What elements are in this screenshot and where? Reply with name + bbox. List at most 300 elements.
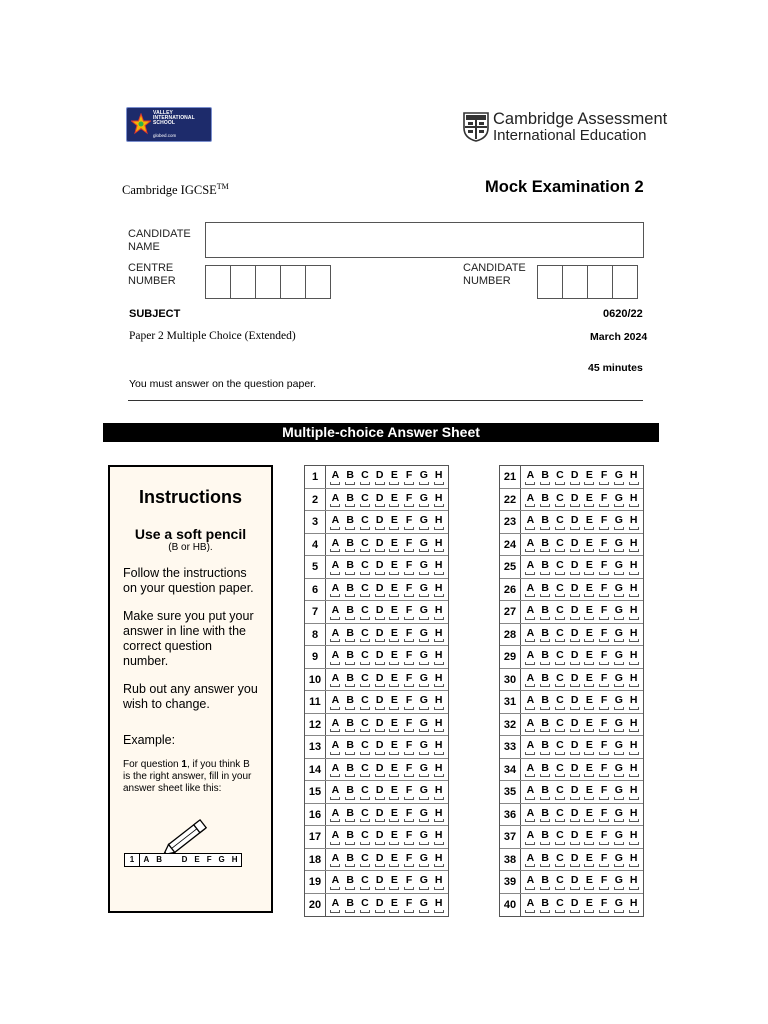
answer-option-e[interactable]: E: [583, 714, 595, 736]
answer-option-g[interactable]: G: [613, 556, 625, 578]
answer-option-h[interactable]: H: [433, 646, 445, 668]
answer-option-e[interactable]: E: [583, 624, 595, 646]
answer-option-g[interactable]: G: [418, 601, 430, 623]
answer-option-g[interactable]: G: [418, 624, 430, 646]
answer-option-b[interactable]: B: [539, 601, 551, 623]
answer-option-h[interactable]: H: [628, 489, 640, 511]
answer-option-b[interactable]: B: [539, 894, 551, 917]
answer-option-g[interactable]: G: [418, 511, 430, 533]
answer-option-b[interactable]: B: [344, 871, 356, 893]
answer-option-h[interactable]: H: [628, 736, 640, 758]
answer-option-h[interactable]: H: [628, 669, 640, 691]
answer-option-a[interactable]: A: [524, 759, 536, 781]
answer-option-e[interactable]: E: [388, 624, 400, 646]
answer-option-g[interactable]: G: [418, 669, 430, 691]
answer-option-g[interactable]: G: [418, 691, 430, 713]
answer-option-e[interactable]: E: [388, 691, 400, 713]
answer-option-c[interactable]: C: [554, 646, 566, 668]
answer-option-a[interactable]: A: [329, 489, 341, 511]
answer-option-e[interactable]: E: [388, 804, 400, 826]
answer-option-c[interactable]: C: [359, 894, 371, 917]
answer-option-f[interactable]: F: [403, 601, 415, 623]
answer-option-e[interactable]: E: [388, 894, 400, 917]
answer-option-b[interactable]: B: [539, 489, 551, 511]
answer-option-d[interactable]: D: [569, 781, 581, 803]
answer-option-h[interactable]: H: [433, 511, 445, 533]
answer-option-b[interactable]: B: [539, 759, 551, 781]
answer-option-b[interactable]: B: [539, 669, 551, 691]
answer-option-g[interactable]: G: [418, 871, 430, 893]
answer-option-f[interactable]: F: [598, 871, 610, 893]
answer-option-a[interactable]: A: [329, 714, 341, 736]
answer-option-c[interactable]: C: [359, 736, 371, 758]
answer-option-f[interactable]: F: [403, 781, 415, 803]
answer-option-h[interactable]: H: [628, 826, 640, 848]
answer-option-f[interactable]: F: [403, 849, 415, 871]
answer-option-e[interactable]: E: [583, 736, 595, 758]
answer-option-h[interactable]: H: [433, 579, 445, 601]
answer-option-a[interactable]: A: [329, 804, 341, 826]
answer-option-c[interactable]: C: [554, 511, 566, 533]
answer-option-d[interactable]: D: [569, 714, 581, 736]
answer-option-e[interactable]: E: [583, 871, 595, 893]
answer-option-b[interactable]: B: [344, 691, 356, 713]
answer-option-f[interactable]: F: [403, 871, 415, 893]
answer-option-d[interactable]: D: [374, 759, 386, 781]
answer-option-c[interactable]: C: [554, 669, 566, 691]
answer-option-b[interactable]: B: [539, 534, 551, 556]
answer-option-d[interactable]: D: [374, 579, 386, 601]
answer-option-c[interactable]: C: [554, 579, 566, 601]
answer-option-h[interactable]: H: [628, 534, 640, 556]
answer-option-c[interactable]: C: [359, 489, 371, 511]
answer-option-a[interactable]: A: [329, 736, 341, 758]
answer-option-d[interactable]: D: [374, 511, 386, 533]
answer-option-f[interactable]: F: [403, 759, 415, 781]
answer-option-e[interactable]: E: [583, 849, 595, 871]
answer-option-d[interactable]: D: [569, 759, 581, 781]
answer-option-c[interactable]: C: [554, 624, 566, 646]
answer-option-c[interactable]: C: [554, 804, 566, 826]
answer-option-b[interactable]: B: [344, 601, 356, 623]
answer-option-b[interactable]: B: [539, 624, 551, 646]
answer-option-a[interactable]: A: [329, 556, 341, 578]
answer-option-h[interactable]: H: [433, 691, 445, 713]
answer-option-c[interactable]: C: [554, 781, 566, 803]
answer-option-c[interactable]: C: [554, 691, 566, 713]
answer-option-a[interactable]: A: [329, 781, 341, 803]
answer-option-g[interactable]: G: [418, 646, 430, 668]
answer-option-b[interactable]: B: [539, 691, 551, 713]
answer-option-d[interactable]: D: [569, 826, 581, 848]
answer-option-e[interactable]: E: [583, 759, 595, 781]
answer-option-f[interactable]: F: [598, 534, 610, 556]
answer-option-a[interactable]: A: [524, 871, 536, 893]
answer-option-b[interactable]: B: [539, 804, 551, 826]
centre-number-cell[interactable]: [280, 265, 306, 299]
answer-option-c[interactable]: C: [359, 781, 371, 803]
answer-option-a[interactable]: A: [329, 534, 341, 556]
answer-option-e[interactable]: E: [583, 646, 595, 668]
answer-option-d[interactable]: D: [569, 849, 581, 871]
answer-option-e[interactable]: E: [388, 826, 400, 848]
answer-option-e[interactable]: E: [583, 691, 595, 713]
answer-option-d[interactable]: D: [569, 511, 581, 533]
answer-option-c[interactable]: C: [554, 849, 566, 871]
answer-option-c[interactable]: C: [359, 871, 371, 893]
answer-option-a[interactable]: A: [524, 669, 536, 691]
answer-option-d[interactable]: D: [374, 804, 386, 826]
answer-option-g[interactable]: G: [613, 691, 625, 713]
answer-option-e[interactable]: E: [583, 804, 595, 826]
answer-option-h[interactable]: H: [433, 624, 445, 646]
answer-option-h[interactable]: H: [628, 646, 640, 668]
answer-option-b[interactable]: B: [344, 781, 356, 803]
answer-option-e[interactable]: E: [583, 534, 595, 556]
answer-option-h[interactable]: H: [628, 624, 640, 646]
answer-option-g[interactable]: G: [613, 646, 625, 668]
answer-option-f[interactable]: F: [403, 691, 415, 713]
answer-option-h[interactable]: H: [433, 849, 445, 871]
answer-option-e[interactable]: E: [388, 511, 400, 533]
answer-option-d[interactable]: D: [374, 736, 386, 758]
answer-option-h[interactable]: H: [628, 691, 640, 713]
answer-option-f[interactable]: F: [403, 466, 415, 488]
answer-option-a[interactable]: A: [524, 556, 536, 578]
answer-option-a[interactable]: A: [329, 849, 341, 871]
answer-option-d[interactable]: D: [374, 691, 386, 713]
answer-option-d[interactable]: D: [374, 871, 386, 893]
answer-option-e[interactable]: E: [583, 556, 595, 578]
answer-option-g[interactable]: G: [613, 871, 625, 893]
answer-option-e[interactable]: E: [388, 781, 400, 803]
answer-option-d[interactable]: D: [569, 579, 581, 601]
answer-option-e[interactable]: E: [583, 579, 595, 601]
answer-option-a[interactable]: A: [524, 894, 536, 917]
answer-option-e[interactable]: E: [583, 894, 595, 917]
answer-option-a[interactable]: A: [524, 646, 536, 668]
answer-option-b[interactable]: B: [344, 826, 356, 848]
answer-option-b[interactable]: B: [344, 894, 356, 917]
answer-option-a[interactable]: A: [524, 579, 536, 601]
answer-option-b[interactable]: B: [539, 781, 551, 803]
answer-option-g[interactable]: G: [613, 804, 625, 826]
answer-option-d[interactable]: D: [374, 624, 386, 646]
answer-option-a[interactable]: A: [524, 466, 536, 488]
answer-option-e[interactable]: E: [583, 489, 595, 511]
answer-option-e[interactable]: E: [388, 759, 400, 781]
answer-option-f[interactable]: F: [598, 646, 610, 668]
answer-option-h[interactable]: H: [433, 489, 445, 511]
answer-option-a[interactable]: A: [329, 669, 341, 691]
answer-option-b[interactable]: B: [344, 714, 356, 736]
answer-option-a[interactable]: A: [524, 804, 536, 826]
answer-option-c[interactable]: C: [554, 534, 566, 556]
answer-option-e[interactable]: E: [388, 714, 400, 736]
answer-option-b[interactable]: B: [344, 669, 356, 691]
answer-option-f[interactable]: F: [598, 894, 610, 917]
answer-option-g[interactable]: G: [613, 849, 625, 871]
centre-number-cell[interactable]: [230, 265, 256, 299]
answer-option-a[interactable]: A: [524, 781, 536, 803]
answer-option-h[interactable]: H: [433, 781, 445, 803]
answer-option-d[interactable]: D: [374, 466, 386, 488]
answer-option-f[interactable]: F: [403, 579, 415, 601]
answer-option-g[interactable]: G: [613, 714, 625, 736]
answer-option-b[interactable]: B: [539, 466, 551, 488]
answer-option-d[interactable]: D: [374, 534, 386, 556]
answer-option-b[interactable]: B: [344, 579, 356, 601]
answer-option-h[interactable]: H: [433, 714, 445, 736]
answer-option-f[interactable]: F: [598, 849, 610, 871]
answer-option-b[interactable]: B: [344, 849, 356, 871]
answer-option-f[interactable]: F: [598, 669, 610, 691]
answer-option-f[interactable]: F: [598, 804, 610, 826]
answer-option-b[interactable]: B: [344, 534, 356, 556]
answer-option-a[interactable]: A: [329, 579, 341, 601]
answer-option-f[interactable]: F: [598, 781, 610, 803]
answer-option-c[interactable]: C: [359, 579, 371, 601]
answer-option-c[interactable]: C: [554, 894, 566, 917]
answer-option-a[interactable]: A: [329, 601, 341, 623]
answer-option-h[interactable]: H: [628, 804, 640, 826]
answer-option-d[interactable]: D: [569, 646, 581, 668]
answer-option-d[interactable]: D: [569, 691, 581, 713]
answer-option-b[interactable]: B: [344, 759, 356, 781]
answer-option-e[interactable]: E: [388, 579, 400, 601]
answer-option-h[interactable]: H: [628, 759, 640, 781]
answer-option-e[interactable]: E: [388, 646, 400, 668]
answer-option-g[interactable]: G: [613, 579, 625, 601]
answer-option-f[interactable]: F: [403, 624, 415, 646]
answer-option-a[interactable]: A: [329, 511, 341, 533]
answer-option-e[interactable]: E: [388, 601, 400, 623]
answer-option-g[interactable]: G: [418, 489, 430, 511]
answer-option-c[interactable]: C: [554, 826, 566, 848]
answer-option-d[interactable]: D: [374, 826, 386, 848]
answer-option-a[interactable]: A: [524, 736, 536, 758]
answer-option-e[interactable]: E: [388, 466, 400, 488]
answer-option-b[interactable]: B: [344, 556, 356, 578]
answer-option-b[interactable]: B: [344, 489, 356, 511]
answer-option-c[interactable]: C: [554, 556, 566, 578]
answer-option-e[interactable]: E: [583, 781, 595, 803]
answer-option-d[interactable]: D: [374, 894, 386, 917]
answer-option-a[interactable]: A: [329, 646, 341, 668]
answer-option-b[interactable]: B: [344, 624, 356, 646]
answer-option-b[interactable]: B: [344, 646, 356, 668]
answer-option-b[interactable]: B: [539, 646, 551, 668]
answer-option-e[interactable]: E: [388, 669, 400, 691]
answer-option-e[interactable]: E: [388, 871, 400, 893]
answer-option-d[interactable]: D: [569, 624, 581, 646]
answer-option-d[interactable]: D: [569, 736, 581, 758]
centre-number-cell[interactable]: [255, 265, 281, 299]
answer-option-h[interactable]: H: [628, 714, 640, 736]
answer-option-a[interactable]: A: [329, 691, 341, 713]
answer-option-c[interactable]: C: [359, 534, 371, 556]
answer-option-f[interactable]: F: [403, 489, 415, 511]
answer-option-h[interactable]: H: [433, 871, 445, 893]
answer-option-a[interactable]: A: [329, 871, 341, 893]
answer-option-h[interactable]: H: [433, 601, 445, 623]
answer-option-d[interactable]: D: [374, 489, 386, 511]
answer-option-d[interactable]: D: [374, 714, 386, 736]
answer-option-f[interactable]: F: [403, 646, 415, 668]
answer-option-c[interactable]: C: [359, 601, 371, 623]
answer-option-a[interactable]: A: [329, 624, 341, 646]
answer-option-h[interactable]: H: [433, 736, 445, 758]
answer-option-f[interactable]: F: [598, 556, 610, 578]
answer-option-g[interactable]: G: [418, 736, 430, 758]
answer-option-h[interactable]: H: [628, 601, 640, 623]
answer-option-d[interactable]: D: [374, 669, 386, 691]
answer-option-c[interactable]: C: [359, 511, 371, 533]
answer-option-a[interactable]: A: [524, 826, 536, 848]
answer-option-e[interactable]: E: [388, 849, 400, 871]
answer-option-e[interactable]: E: [583, 826, 595, 848]
answer-option-h[interactable]: H: [628, 894, 640, 917]
candidate-number-field[interactable]: [537, 265, 638, 299]
answer-option-g[interactable]: G: [418, 556, 430, 578]
answer-option-h[interactable]: H: [628, 849, 640, 871]
answer-option-g[interactable]: G: [613, 511, 625, 533]
answer-option-f[interactable]: F: [598, 714, 610, 736]
answer-option-h[interactable]: H: [628, 466, 640, 488]
answer-option-g[interactable]: G: [418, 804, 430, 826]
answer-option-g[interactable]: G: [418, 534, 430, 556]
answer-option-h[interactable]: H: [433, 759, 445, 781]
answer-option-g[interactable]: G: [418, 849, 430, 871]
answer-option-a[interactable]: A: [524, 691, 536, 713]
answer-option-h[interactable]: H: [433, 894, 445, 917]
answer-option-d[interactable]: D: [374, 781, 386, 803]
answer-option-c[interactable]: C: [359, 759, 371, 781]
answer-option-a[interactable]: A: [329, 826, 341, 848]
answer-option-c[interactable]: C: [359, 826, 371, 848]
answer-option-d[interactable]: D: [569, 466, 581, 488]
answer-option-h[interactable]: H: [433, 826, 445, 848]
answer-option-g[interactable]: G: [613, 534, 625, 556]
answer-option-b[interactable]: B: [344, 466, 356, 488]
answer-option-d[interactable]: D: [569, 669, 581, 691]
answer-option-b[interactable]: B: [344, 804, 356, 826]
answer-option-g[interactable]: G: [613, 669, 625, 691]
answer-option-c[interactable]: C: [554, 871, 566, 893]
answer-option-b[interactable]: B: [539, 714, 551, 736]
answer-option-c[interactable]: C: [359, 556, 371, 578]
answer-option-h[interactable]: H: [433, 466, 445, 488]
answer-option-e[interactable]: E: [388, 736, 400, 758]
candidate-name-field[interactable]: [205, 222, 644, 258]
answer-option-f[interactable]: F: [598, 759, 610, 781]
answer-option-h[interactable]: H: [628, 871, 640, 893]
answer-option-g[interactable]: G: [418, 781, 430, 803]
answer-option-g[interactable]: G: [418, 466, 430, 488]
answer-option-c[interactable]: C: [554, 759, 566, 781]
answer-option-f[interactable]: F: [403, 894, 415, 917]
answer-option-b[interactable]: B: [344, 736, 356, 758]
answer-option-a[interactable]: A: [524, 624, 536, 646]
centre-number-field[interactable]: [205, 265, 331, 299]
answer-option-e[interactable]: E: [388, 489, 400, 511]
answer-option-f[interactable]: F: [403, 556, 415, 578]
answer-option-d[interactable]: D: [569, 534, 581, 556]
answer-option-h[interactable]: H: [628, 781, 640, 803]
answer-option-h[interactable]: H: [628, 511, 640, 533]
candidate-number-cell[interactable]: [587, 265, 613, 299]
answer-option-c[interactable]: C: [359, 849, 371, 871]
answer-option-b[interactable]: B: [539, 511, 551, 533]
centre-number-cell[interactable]: [205, 265, 231, 299]
answer-option-b[interactable]: B: [539, 736, 551, 758]
answer-option-g[interactable]: G: [613, 759, 625, 781]
answer-option-h[interactable]: H: [628, 579, 640, 601]
answer-option-e[interactable]: E: [583, 511, 595, 533]
answer-option-d[interactable]: D: [569, 871, 581, 893]
answer-option-g[interactable]: G: [613, 781, 625, 803]
answer-option-g[interactable]: G: [613, 736, 625, 758]
answer-option-c[interactable]: C: [359, 714, 371, 736]
answer-option-a[interactable]: A: [524, 511, 536, 533]
centre-number-cell[interactable]: [305, 265, 331, 299]
answer-option-h[interactable]: H: [433, 556, 445, 578]
answer-option-g[interactable]: G: [418, 714, 430, 736]
answer-option-e[interactable]: E: [583, 601, 595, 623]
answer-option-a[interactable]: A: [329, 894, 341, 917]
answer-option-f[interactable]: F: [598, 691, 610, 713]
answer-option-g[interactable]: G: [613, 894, 625, 917]
answer-option-d[interactable]: D: [374, 601, 386, 623]
answer-option-c[interactable]: C: [359, 669, 371, 691]
answer-option-g[interactable]: G: [613, 601, 625, 623]
answer-option-d[interactable]: D: [569, 894, 581, 917]
answer-option-f[interactable]: F: [598, 489, 610, 511]
answer-option-h[interactable]: H: [433, 804, 445, 826]
answer-option-e[interactable]: E: [388, 534, 400, 556]
answer-option-c[interactable]: C: [359, 646, 371, 668]
answer-option-g[interactable]: G: [418, 579, 430, 601]
answer-option-g[interactable]: G: [613, 489, 625, 511]
candidate-number-cell[interactable]: [537, 265, 563, 299]
answer-option-f[interactable]: F: [598, 736, 610, 758]
answer-option-c[interactable]: C: [359, 691, 371, 713]
answer-option-c[interactable]: C: [554, 736, 566, 758]
answer-option-f[interactable]: F: [598, 579, 610, 601]
answer-option-f[interactable]: F: [403, 511, 415, 533]
answer-option-a[interactable]: A: [524, 601, 536, 623]
answer-option-g[interactable]: G: [613, 466, 625, 488]
answer-option-a[interactable]: A: [524, 534, 536, 556]
answer-option-a[interactable]: A: [524, 489, 536, 511]
candidate-number-cell[interactable]: [562, 265, 588, 299]
answer-option-h[interactable]: H: [433, 669, 445, 691]
answer-option-f[interactable]: F: [598, 624, 610, 646]
answer-option-d[interactable]: D: [569, 804, 581, 826]
answer-option-g[interactable]: G: [418, 759, 430, 781]
answer-option-c[interactable]: C: [359, 804, 371, 826]
answer-option-b[interactable]: B: [539, 556, 551, 578]
answer-option-c[interactable]: C: [554, 466, 566, 488]
answer-option-c[interactable]: C: [554, 489, 566, 511]
answer-option-a[interactable]: A: [524, 849, 536, 871]
answer-option-g[interactable]: G: [418, 894, 430, 917]
answer-option-c[interactable]: C: [554, 714, 566, 736]
answer-option-c[interactable]: C: [359, 624, 371, 646]
answer-option-b[interactable]: B: [539, 826, 551, 848]
answer-option-f[interactable]: F: [403, 804, 415, 826]
answer-option-f[interactable]: F: [598, 601, 610, 623]
